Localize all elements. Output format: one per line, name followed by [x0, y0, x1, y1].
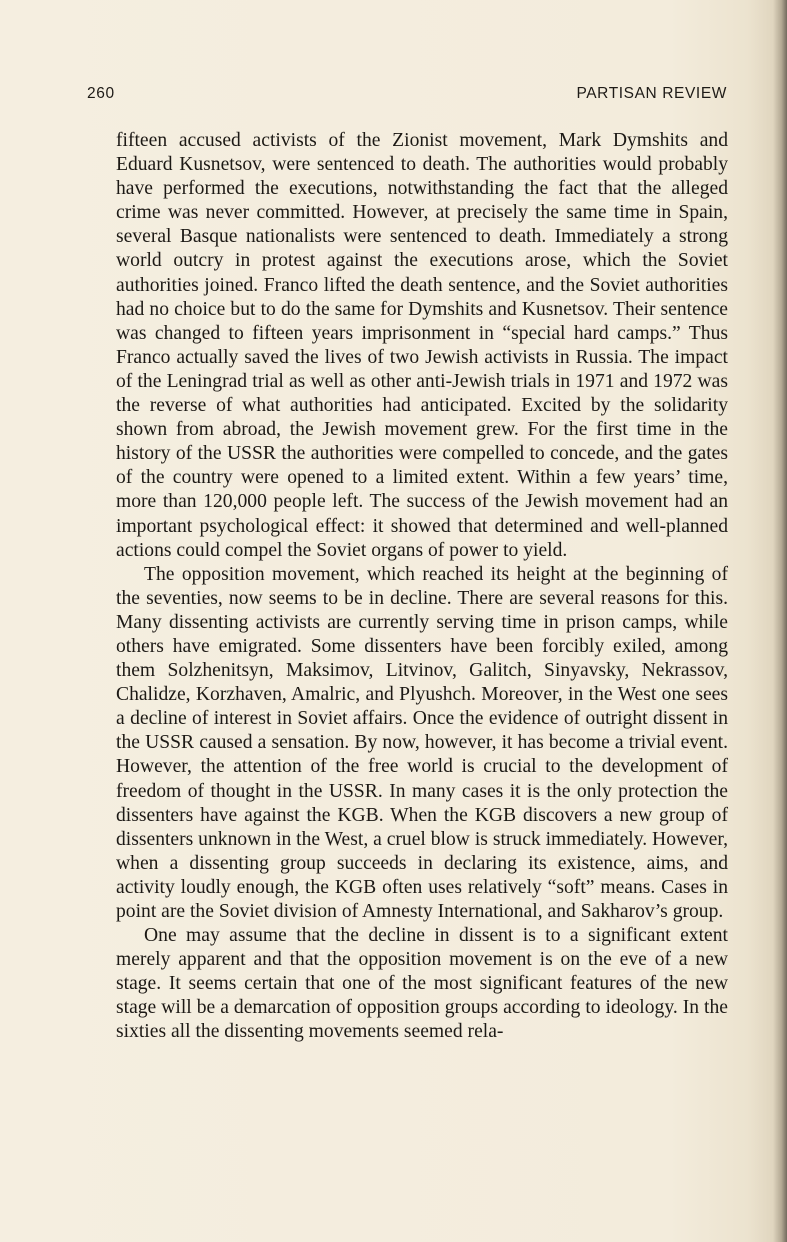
paragraph-3: One may assume that the decline in dissent is to a significant extent merely apparent and that the opposition movement is on the eve of a new stage. It seems certain that one of the most significant features of the new stage will be a demarcation of opposition groups according to ideology. In the sixties all the dissenting movements seemed rela-	[116, 925, 728, 1043]
running-head: PARTISAN REVIEW	[576, 85, 727, 102]
page-number: 260	[87, 85, 115, 102]
body-text	[116, 129, 728, 1045]
paragraph-1: fifteen accused activists of the Zionist movement, Mark Dymshits and Eduard Kusnetsov, were sentenced to death. The authorities would probably have performed the executions, notwithstanding the fact that the alleged crime was never committed. However, at precisely the same time in Spain, several Basque nationalists were sentenced to death. Immediately a strong world outcry in protest against the executions arose, which the Soviet authorities joined. Franco lifted the death sentence, and the Soviet authorities had no choice but to do the same for Dymshits and Kusnetsov. Their sentence was changed to fifteen years imprisonment in “special hard camps.” Thus Franco actually saved the lives of two Jewish activists in Russia. The impact of the Leningrad trial as well as other anti-Jewish trials in 1971 and 1972 was the reverse of what authorities had anticipated. Excited by the solidarity shown from abroad, the Jewish movement grew. For the first time in the history of the USSR the authorities were compelled to concede, and the gates of the country were opened to a limited extent. Within a few years’ time, more than 120,000 people left. The success of the Jewish movement had an important psychological effect: it showed that determined and well-planned actions could compel the Soviet organs of power to yield.	[116, 130, 728, 561]
page-edge-shadow	[773, 0, 787, 1242]
paragraph-2: The opposition movement, which reached its height at the beginning of the seventies, now seems to be in decline. There are several reasons for this. Many dissenting activists are currently serving time in prison camps, while others have emigrated. Some dissenters have been forcibly exiled, among them Solzhenitsyn, Maksimov, Litvinov, Galitch, Sinyavsky, Nekrassov, Chalidze, Korzhaven, Amalric, and Plyushch. Moreover, in the West one sees a decline of interest in Soviet affairs. Once the evidence of outright dissent in the USSR caused a sensation. By now, however, it has become a trivial event. However, the attention of the free world is crucial to the development of freedom of thought in the USSR. In many cases it is the only protection the dissenters have against the KGB. When the KGB discovers a new group of dissenters unknown in the West, a cruel blow is struck immediately. However, when a dissenting group succeeds in declaring its existence, aims, and activity loudly enough, the KGB often uses relatively “soft” means. Cases in point are the Soviet division of Amnesty International, and Sakharov’s group.	[116, 563, 728, 922]
page-header	[87, 85, 727, 107]
